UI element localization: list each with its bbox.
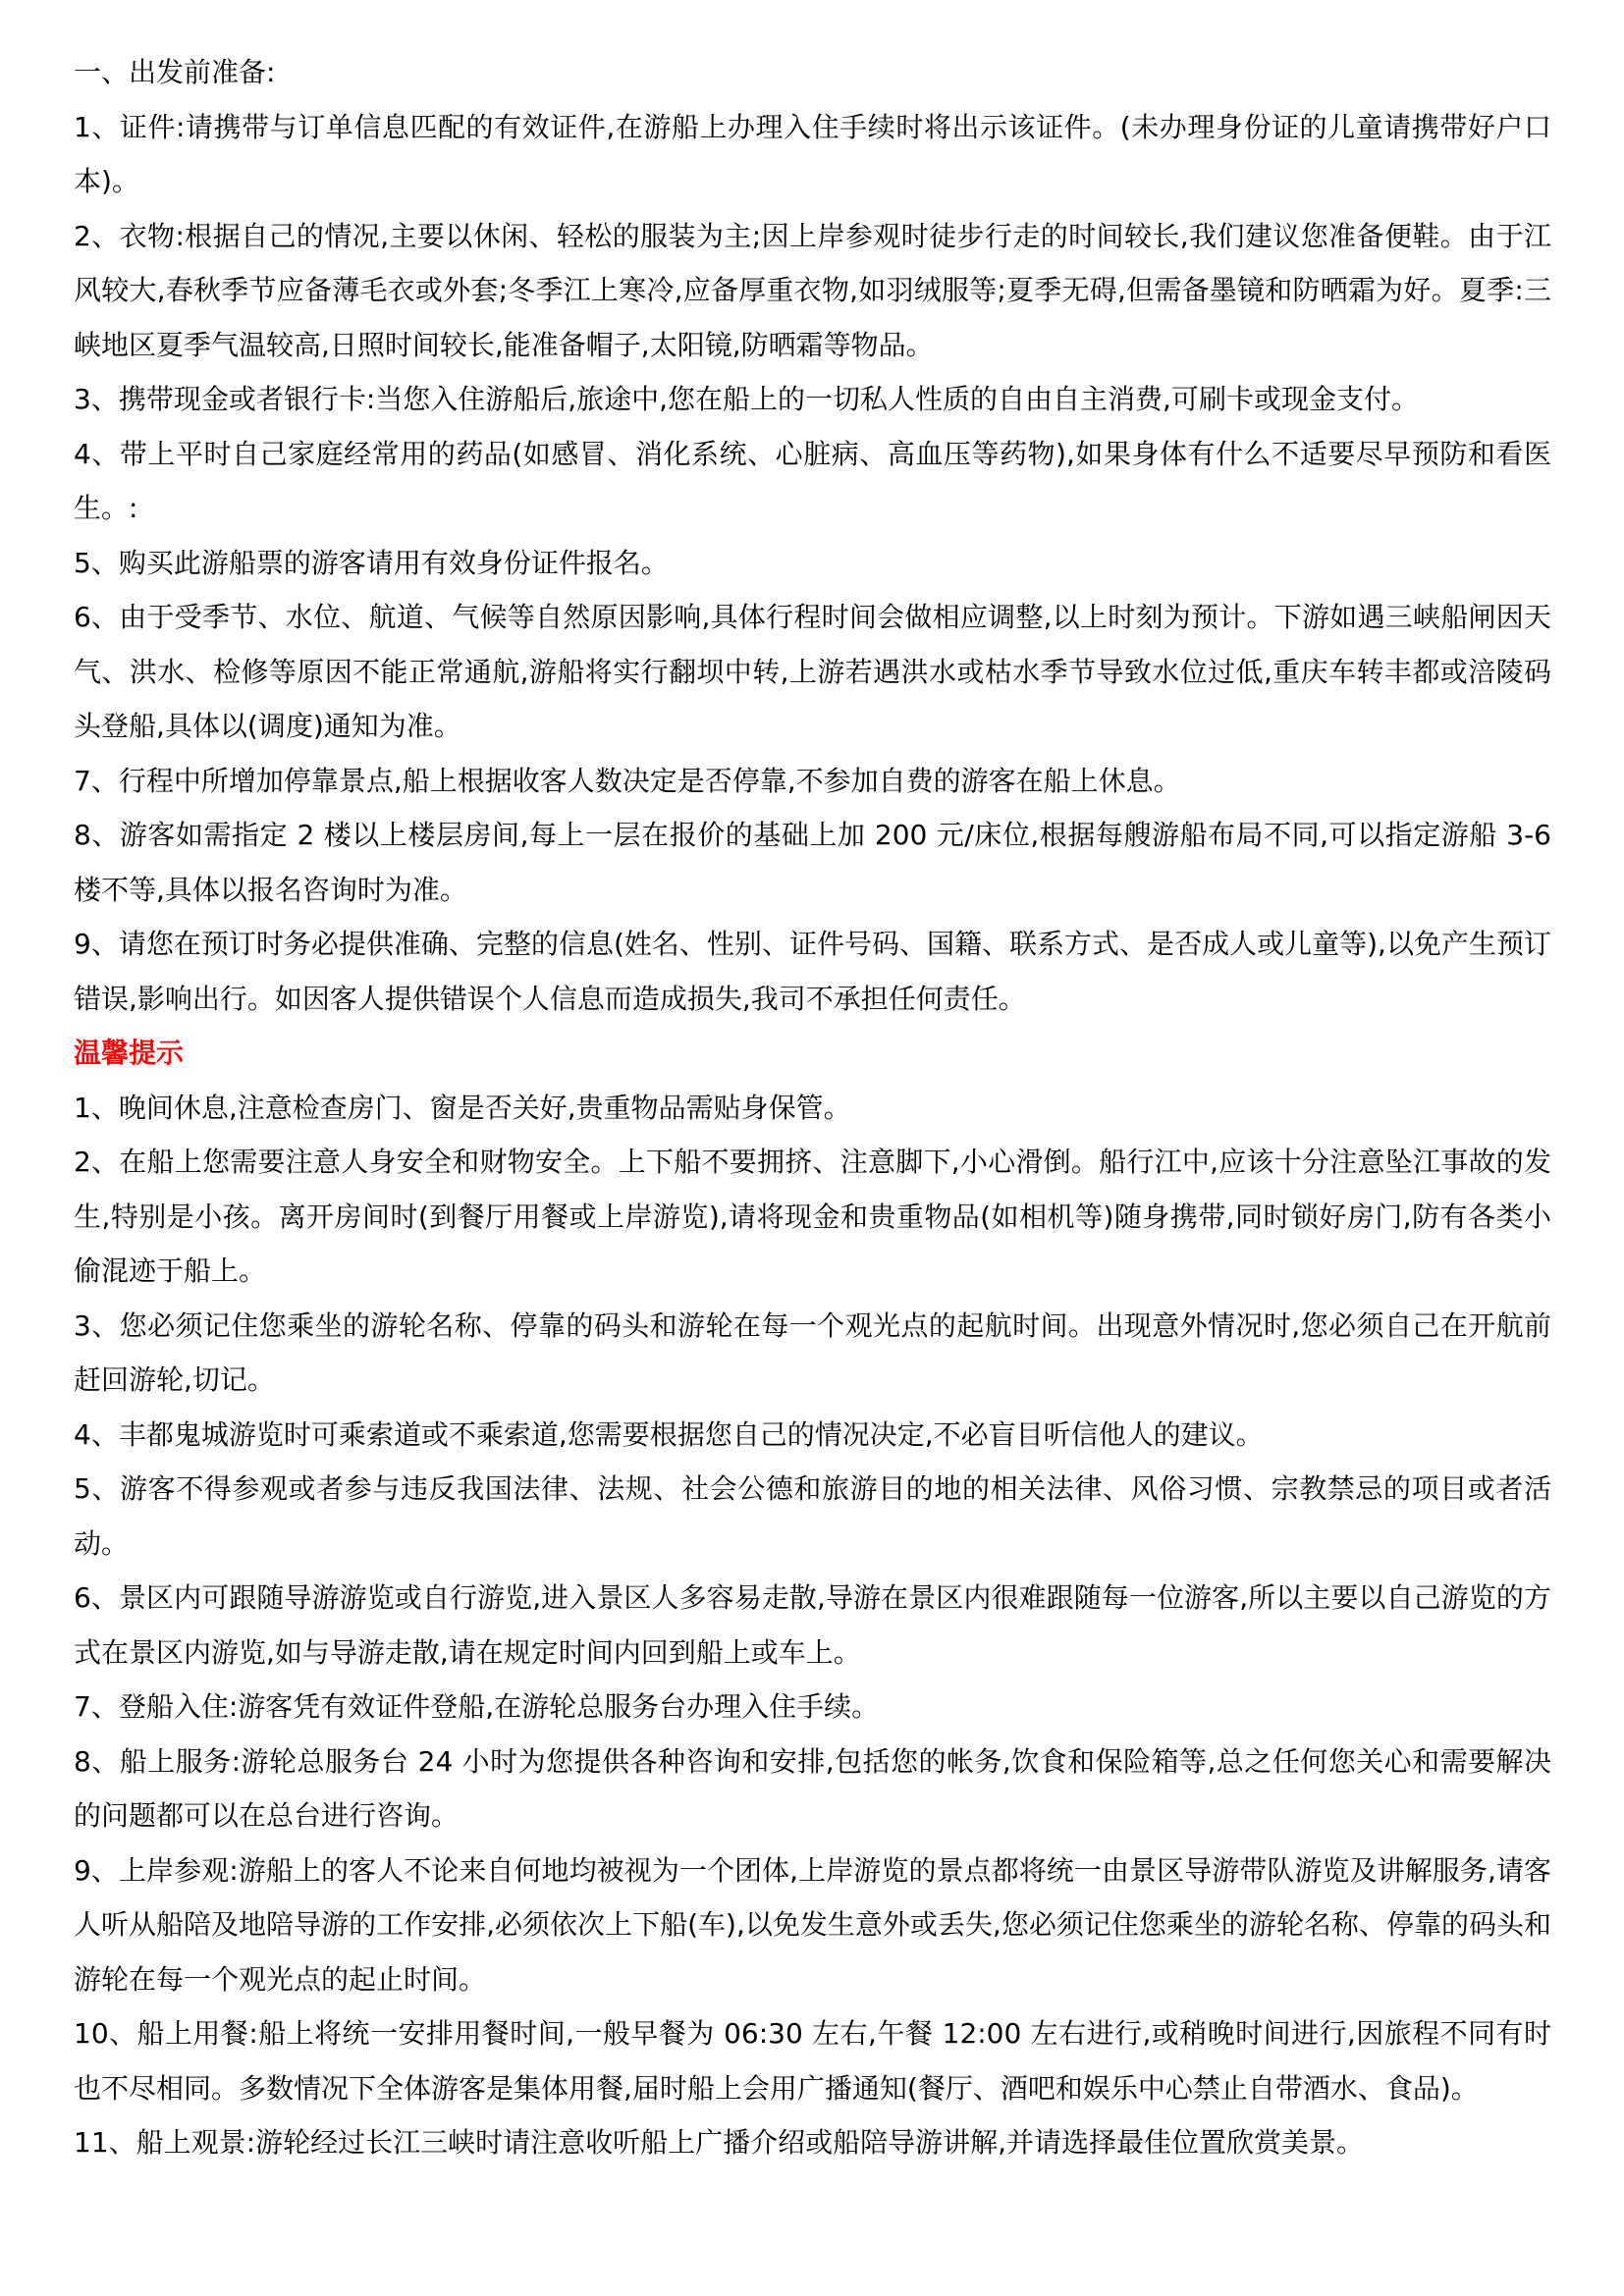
tip-item-11-onboard-sightseeing: 11、船上观景:游轮经过长江三峡时请注意收听船上广播介绍或船陪导游讲解,并请选择最佳位置欣赏美景。: [74, 2126, 1364, 2159]
section-heading-preparation: 一、出发前准备:: [74, 56, 276, 88]
tip-item-6-scenic-area-touring: 6、景区内可跟随导游游览或自行游览,进入景区人多容易走散,导游在景区内很难跟随每一位游客,所以主要以自己游览的方式在景区内游览,如与导游走散,请在规定时间内回到船上或车上。: [74, 1581, 1551, 1669]
tip-item-7-boarding-checkin: 7、登船入住:游客凭有效证件登船,在游轮总服务台办理入住手续。: [74, 1690, 880, 1723]
tip-item-9-shore-excursions: 9、上岸参观:游船上的客人不论来自何地均被视为一个团体,上岸游览的景点都将统一由景区导游带队游览及讲解服务,请客人听从船陪及地陪导游的工作安排,必须依次上下船(车),以免发生意外或丢失,您必须记住您乘坐的游轮名称、停靠的码头和游轮在每一个观光点的起止时间。: [74, 1853, 1551, 1996]
tip-item-5-laws-customs: 5、游客不得参观或者参与违反我国法律、法规、社会公德和旅游目的地的相关法律、风俗习惯、宗教禁忌的项目或者活动。: [74, 1472, 1551, 1560]
tip-item-1-night-rest: 1、晚间休息,注意检查房门、窗是否关好,贵重物品需贴身保管。: [74, 1091, 851, 1124]
prep-item-4-medicine: 4、带上平时自己家庭经常用的药品(如感冒、消化系统、心脏病、高血压等药物),如果身体有什么不适要尽早预防和看医生。:: [74, 437, 1551, 524]
prep-item-2-clothing: 2、衣物:根据自己的情况,主要以休闲、轻松的服装为主;因上岸参观时徒步行走的时间较长,我们建议您准备便鞋。由于江风较大,春秋季节应备薄毛衣或外套;冬季江上寒冷,应备厚重衣物,如羽绒服等;夏季无碍,但需备墨镜和防晒霜为好。夏季:三峡地区夏季气温较高,日照时间较长,能准备帽子,太阳镜,防晒霜等物品。: [74, 219, 1551, 361]
prep-item-3-cash-bankcard: 3、携带现金或者银行卡:当您入住游船后,旅途中,您在船上的一切私人性质的自由自主消费,可刷卡或现金支付。: [74, 383, 1419, 415]
prep-item-7-extra-stops: 7、行程中所增加停靠景点,船上根据收客人数决定是否停靠,不参加自费的游客在船上休息。: [74, 764, 1181, 797]
tip-item-8-onboard-service: 8、船上服务:游轮总服务台 24 小时为您提供各种咨询和安排,包括您的帐务,饮食和保险箱等,总之任何您关心和需要解决的问题都可以在总台进行咨询。: [74, 1744, 1551, 1832]
tip-item-2-safety: 2、在船上您需要注意人身安全和财物安全。上下船不要拥挤、注意脚下,小心滑倒。船行江中,应该十分注意坠江事故的发生,特别是小孩。离开房间时(到餐厅用餐或上岸游览),请将现金和贵重物品(如相机等)随身携带,同时锁好房门,防有各类小偷混迹于船上。: [74, 1146, 1551, 1287]
tips-heading: 温馨提示: [74, 1037, 185, 1069]
prep-item-1-documents: 1、证件:请携带与订单信息匹配的有效证件,在游船上办理入住手续时将出示该证件。(未办理身份证的儿童请携带好户口本)。: [74, 110, 1551, 197]
prep-item-5-id-registration: 5、购买此游船票的游客请用有效身份证件报名。: [74, 546, 669, 579]
tip-item-3-remember-ship: 3、您必须记住您乘坐的游轮名称、停靠的码头和游轮在每一个观光点的起航时间。出现意外情况时,您必须自己在开航前赶回游轮,切记。: [74, 1308, 1551, 1396]
prep-item-9-booking-info: 9、请您在预订时务必提供准确、完整的信息(姓名、性别、证件号码、国籍、联系方式、是否成人或儿童等),以免产生预订错误,影响出行。如因客人提供错误个人信息而造成损失,我司不承担任何责任。: [74, 928, 1551, 1015]
prep-item-8-floor-upgrade: 8、游客如需指定 2 楼以上楼层房间,每上一层在报价的基础上加 200 元/床位,根据每艘游船布局不同,可以指定游船 3-6 楼不等,具体以报名咨询时为准。: [74, 819, 1551, 906]
tip-item-10-onboard-dining: 10、船上用餐:船上将统一安排用餐时间,一般早餐为 06:30 左右,午餐 12:00 左右进行,或稍晚时间进行,因旅程不同有时也不尽相同。多数情况下全体游客是集体用餐,届时船上会用广播通知(餐厅、酒吧和娱乐中心禁止自带酒水、食品)。: [74, 2017, 1551, 2105]
tip-item-4-fengdu-cableway: 4、丰都鬼城游览时可乘索道或不乘索道,您需要根据您自己的情况决定,不必盲目听信他人的建议。: [74, 1417, 1264, 1451]
prep-item-6-schedule-changes: 6、由于受季节、水位、航道、气候等自然原因影响,具体行程时间会做相应调整,以上时刻为预计。下游如遇三峡船闸因天气、洪水、检修等原因不能正常通航,游船将实行翻坝中转,上游若遇洪水或枯水季节导致水位过低,重庆车转丰都或涪陵码头登船,具体以(调度)通知为准。: [74, 601, 1551, 742]
